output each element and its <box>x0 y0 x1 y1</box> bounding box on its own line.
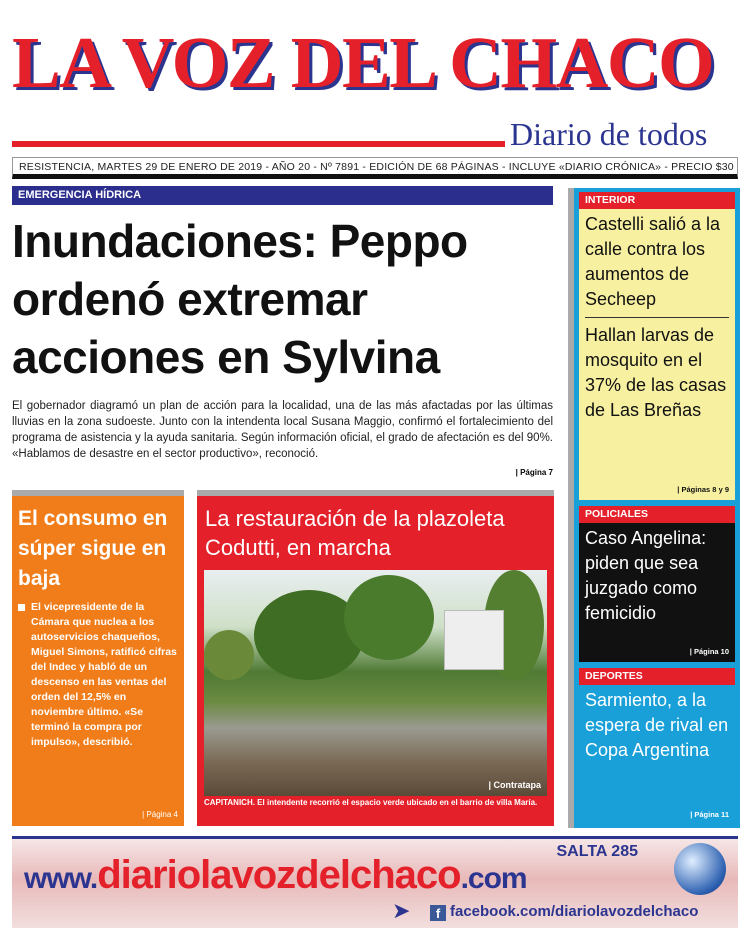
photo-caption: CAPITANICH. El intendente recorrió el espacio verde ubicado en el barrio de villa María. <box>204 798 538 807</box>
plazoleta-headline: La restauración de la plazoleta Codutti, en marcha <box>205 506 505 560</box>
main-headline[interactable]: Inundaciones: Peppo ordenó extremar acciones en Sylvina <box>12 215 468 383</box>
interior-section[interactable] <box>579 192 735 500</box>
page-ref: | Página 7 <box>515 468 553 477</box>
plazoleta-photo <box>204 570 547 796</box>
page-ref: | Página 11 <box>690 810 729 819</box>
website-banner[interactable] <box>12 836 738 928</box>
divider <box>585 317 729 318</box>
globe-icon <box>674 843 726 895</box>
masthead-logo: LA VOZ DEL CHACO <box>12 22 714 103</box>
facebook-icon: f <box>430 905 446 921</box>
policiales-story: Caso Angelina: piden que sea juzgado como femicidio <box>585 528 707 623</box>
interior-story-1[interactable]: Castelli salió a la calle contra los aumentos de Secheep <box>585 214 721 309</box>
policiales-section[interactable] <box>579 506 735 662</box>
section-kicker: EMERGENCIA HÍDRICA <box>12 186 553 205</box>
deportes-section[interactable] <box>579 668 735 824</box>
website-url[interactable]: www.diariolavozdelchaco.com <box>24 853 527 897</box>
section-label: INTERIOR <box>579 192 735 209</box>
consumo-body: El vicepresidente de la Cámara que nuclea a los autoservicios chaqueños, Miguel Simons, ratificó cifras del Indec y habló de un descenso en las ventas del orden del 12,5% en noviembre último. «Se terminó la compra por impulso», describió. <box>31 601 177 748</box>
section-label: DEPORTES <box>579 668 735 685</box>
section-label: POLICIALES <box>579 506 735 523</box>
cursor-icon: ➤ <box>392 898 411 923</box>
page-ref: | Página 10 <box>689 647 729 656</box>
consumo-headline: El consumo en súper sigue en baja <box>18 507 168 590</box>
deportes-story: Sarmiento, a la espera de rival en Copa Argentina <box>585 690 729 760</box>
dateline: RESISTENCIA, MARTES 29 DE ENERO DE 2019 - AÑO 20 - Nº 7891 - EDICIÓN DE 68 PÁGINAS - INCLUYE «DIARIO CRÓNICA» - PRECIO $30 <box>12 157 738 179</box>
facebook-link[interactable]: f facebook.com/diariolavozdelchaco <box>430 903 698 921</box>
address: SALTA 285 <box>556 843 638 860</box>
consumo-story[interactable] <box>12 490 184 826</box>
photo-ref: | Contratapa <box>488 780 541 790</box>
plazoleta-story[interactable] <box>197 490 554 826</box>
bullet-icon <box>18 604 25 611</box>
slogan: Diario de todos <box>510 116 708 152</box>
main-lede: El gobernador diagramó un plan de acción para la localidad, una de las más afactadas por las últimas lluvias en la zona sudoeste. Junto con la intendenta local Susana Maggio, confirmó el fortalecimiento del programa de asistencia y la ayuda sanitaria. Según información oficial, el grado de afectación es del 90%. «Hablamos de desastre en el sector productivo», reconoció. <box>12 400 553 460</box>
interior-story-2[interactable]: Hallan larvas de mosquito en el 37% de las casas de Las Breñas <box>585 325 727 420</box>
masthead-rule <box>12 141 505 147</box>
page-ref: | Página 4 <box>142 810 178 819</box>
sidebar <box>568 188 740 828</box>
page-ref: | Páginas 8 y 9 <box>677 485 729 494</box>
